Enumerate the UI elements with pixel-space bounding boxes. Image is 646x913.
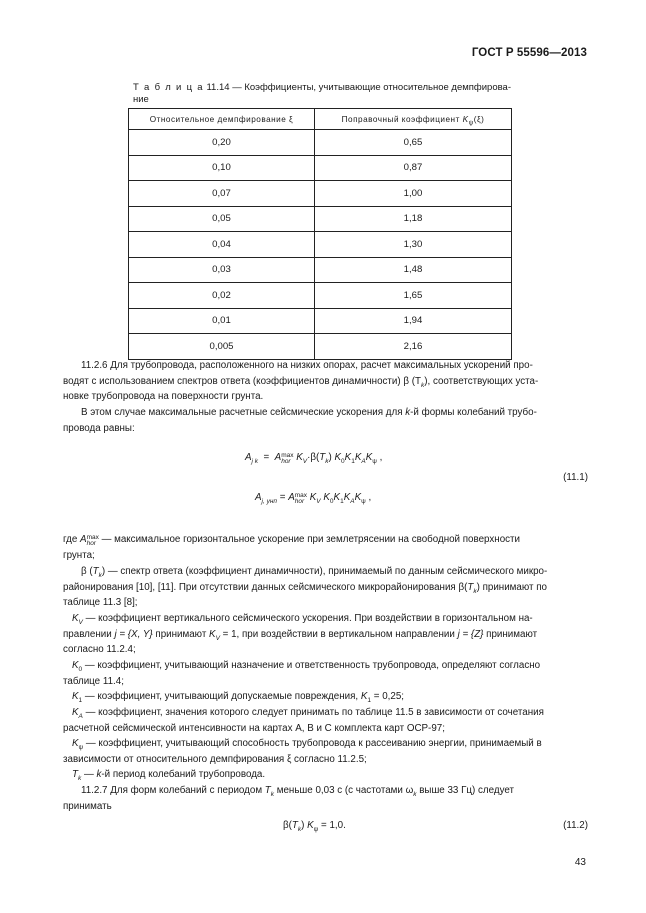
table-row [129, 206, 512, 232]
paragraph-11-2-7: 11.2.7 Для форм колебаний с периодом $T_k$ меньше 0,03 с (с частотами $\omega_k$ выше 33 Гц) следует [81, 785, 514, 798]
where-kv-line2: правлении j = {X, Y} принимают $K_V = 1$, при воздействии в вертикальном направлении j = {Z} принимают [63, 628, 538, 642]
caption-text-cont: ние [133, 94, 149, 105]
table-row [129, 232, 512, 258]
table-row [129, 181, 512, 207]
paragraph-11-2-6-line3: новке трубопровода на поверхности грунта. [63, 391, 264, 402]
where-beta: β $(T_k)$ — спектр ответа (коэффициент динамичности), принимаемый по данным сейсмического микро- [81, 566, 548, 579]
damping-cell: 0,10 [129, 155, 315, 181]
where-kv: $K_V$ — коэффициент вертикального сейсмического ускорения. При воздействии в горизонтальном на- [72, 613, 533, 626]
damping-cell: 0,01 [129, 308, 315, 334]
table-row [129, 283, 512, 309]
where-k0-line2: таблице 11.4; [63, 675, 124, 687]
where-amax-cont: грунта; [63, 550, 95, 561]
table-row [129, 334, 512, 360]
paragraph-case: В этом случае максимальные расчетные сейсмические ускорения для k-й формы колебаний трубо- [81, 407, 537, 418]
where-kv-line3: согласно 11.2.4; [63, 644, 136, 655]
where-ka-line2: расчетной сейсмической интенсивности на картах А, В и С комплекта карт ОСР-97; [63, 722, 445, 734]
col-header-coefficient: Поправочный коэффициент $K_\psi(\xi)$ [315, 109, 512, 130]
table-row [129, 155, 512, 181]
table-row [129, 308, 512, 334]
damping-cell: 0,005 [129, 334, 315, 360]
col-header-damping: Относительное демпфирование ξ [129, 109, 315, 130]
caption-prefix: Т а б л и ц а [133, 82, 204, 93]
formula-11-1-line1: $A_{j k} = Amax$ hor $K_V\cdot\beta(T_k)$ $K_0K_1K_AK_\psi$ , [245, 452, 383, 465]
damping-cell: 0,03 [129, 257, 315, 283]
damping-cell: 0,04 [129, 232, 315, 258]
coefficient-cell: 1,94 [315, 308, 512, 334]
where-beta-line2: районирования [10], [11]. При отсутствии данных сейсмического микрорайонирования $\beta(T_k)$ принимают по [63, 581, 547, 595]
where-kpsi-line2: зависимости от относительного демпфирования ξ согласно 11.2.5; [63, 753, 367, 765]
where-tk: $T_k$ — k-й период колебаний трубопровода. [72, 769, 266, 782]
damping-cell: 0,02 [129, 283, 315, 309]
where-beta-line3: таблице 11.3 [8]; [63, 597, 138, 608]
where-kpsi: $K_\psi$ — коэффициент, учитывающий способность трубопровода к рассеиванию энергии, принимаемый в [72, 738, 542, 751]
document-header: ГОСТ Р 55596—2013 [471, 47, 587, 59]
coefficient-cell: 1,48 [315, 257, 512, 283]
coefficient-cell: 1,18 [315, 206, 512, 232]
page-number: 43 [574, 857, 586, 868]
coefficient-cell: 0,65 [315, 130, 512, 156]
coefficient-cell: 2,16 [315, 334, 512, 360]
paragraph-case-line2: провода равны: [63, 422, 135, 434]
paragraph-11-2-6-line2: водят с использованием спектров ответа (коэффициентов динамичности) β $(T_k)$, соответствующих уста- [63, 375, 539, 389]
coefficient-cell: 1,65 [315, 283, 512, 309]
caption-text: 11.14 — Коэффициенты, учитывающие относительное демпфирова- [203, 82, 511, 93]
damping-cell: 0,20 [129, 130, 315, 156]
coefficients-table [128, 108, 512, 360]
where-amax: где Amax hor — максимальное горизонтальное ускорение при землетрясении на свободной поверхности [63, 534, 521, 547]
table-row [129, 257, 512, 283]
table-row [129, 130, 512, 156]
formula-11-1-line2: $A_{j, унп} = Amax$ hor $K_V$ $K_0K_1K_AK_\psi$ , [255, 492, 372, 505]
where-ka: $K_A$ — коэффициент, значения которого следует принимать по таблице 11.5 в зависимости от сочетания [72, 707, 544, 720]
where-k0: $K_0$ — коэффициент, учитывающий назначение и ответственность трубопровода, определяют согласно [72, 660, 541, 673]
damping-cell: 0,05 [129, 206, 315, 232]
paragraph-11-2-7-line2: принимать [63, 800, 112, 812]
coefficient-cell: 0,87 [315, 155, 512, 181]
table-caption [133, 82, 515, 106]
equation-number-11-2: (11.2) [563, 820, 588, 831]
table-header-row [129, 109, 512, 130]
damping-cell: 0,07 [129, 181, 315, 207]
coefficient-cell: 1,30 [315, 232, 512, 258]
where-k1: $K_1$ — коэффициент, учитывающий допускаемые повреждения, $K_1 = 0,25$; [72, 691, 404, 704]
coefficient-cell: 1,00 [315, 181, 512, 207]
equation-number-11-1: (11.1) [563, 472, 588, 483]
paragraph-11-2-6: 11.2.6 Для трубопровода, расположенного на низких опорах, расчет максимальных ускорений про- [81, 360, 533, 371]
formula-11-2: $\beta(T_k) K_\psi = 1,0$. [283, 820, 346, 833]
